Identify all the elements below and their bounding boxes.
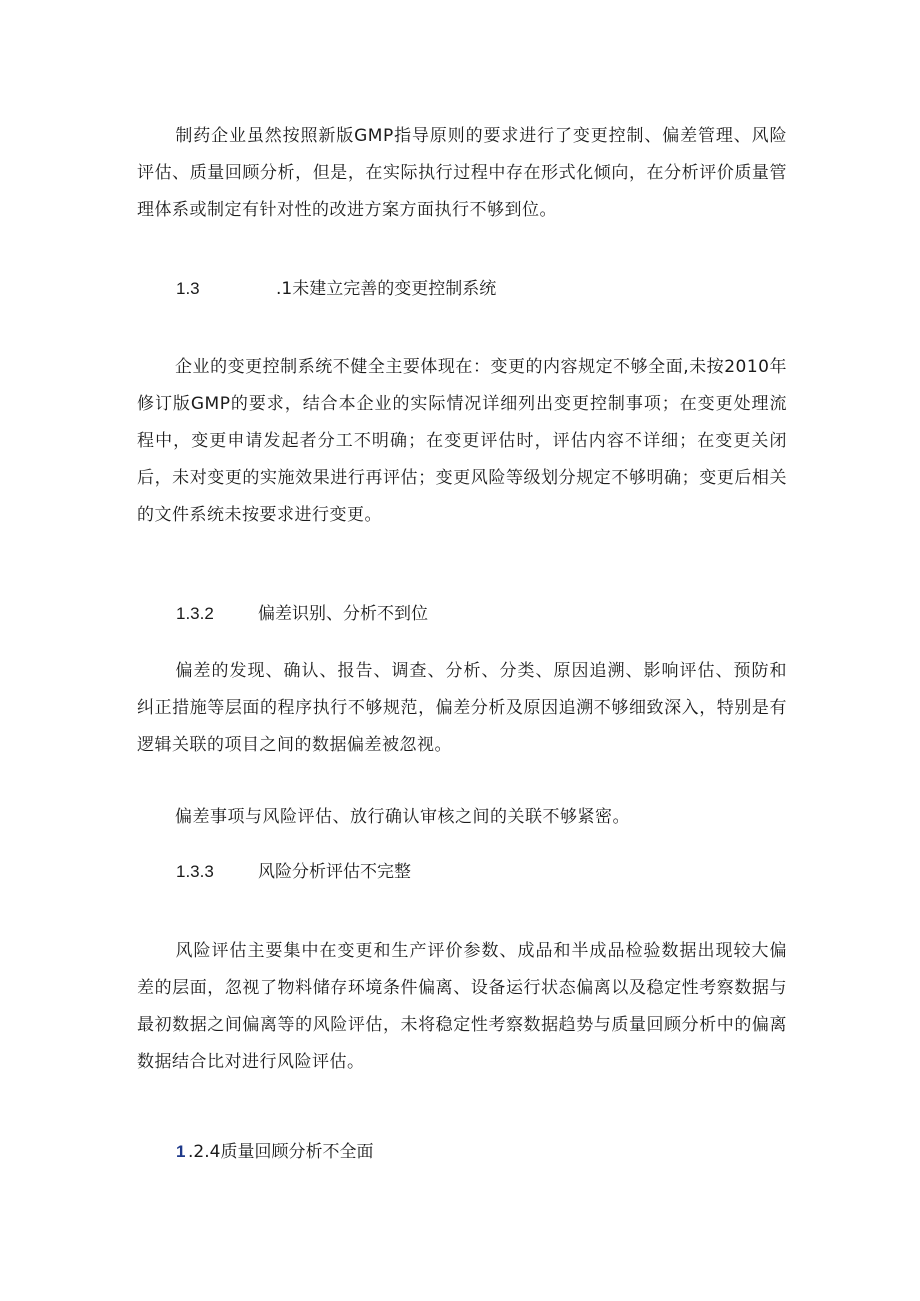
heading-number: 1.3 <box>176 279 200 298</box>
paragraph-risk-assessment: 风险评估主要集中在变更和生产评价参数、成品和半成品检验数据出现较大偏差的层面，忽视了物料储存环境条件偏离、设备运行状态偏离以及稳定性考察数据与最初数据之间偏离等的风险评估，未将稳定性考察数据趋势与质量回顾分析中的偏离数据结合比对进行风险评估。 <box>137 941 787 1072</box>
heading-title: .2.4质量回顾分析不全面 <box>188 1142 374 1162</box>
paragraph-deviation: 偏差的发现、确认、报告、调查、分析、分类、原因追溯、影响评估、预防和纠正措施等层面的程序执行不够规范，偏差分析及原因追溯不够细致深入，特别是有逻辑关联的项目之间的数据偏差被忽视。 <box>137 661 787 755</box>
heading-number: 1.3.3 <box>176 862 214 881</box>
heading-title: 风险分析评估不完整 <box>258 862 411 882</box>
section-heading-1-2-4 <box>176 1140 373 1164</box>
paragraph-deviation-link: 偏差事项与风险评估、放行确认审核之间的关联不够紧密。 <box>175 807 630 827</box>
paragraph-change-control: 企业的变更控制系统不健全主要体现在：变更的内容规定不够全面,未按2010年修订版GMP的要求，结合本企业的实际情况详细列出变更控制事项；在变更处理流程中，变更申请发起者分工不明确；在变更评估时，评估内容不详细；在变更关闭后，未对变更的实施效果进行再评估；变更风险等级划分规定不够明确；变更后相关的文件系统未按要求进行变更。 <box>137 357 787 525</box>
heading-number: 1.3.2 <box>176 604 214 623</box>
paragraph-intro: 制药企业虽然按照新版GMP指导原则的要求进行了变更控制、偏差管理、风险评估、质量回顾分析，但是，在实际执行过程中存在形式化倾向，在分析评价质量管理体系或制定有针对性的改进方案方面执行不够到位。 <box>137 126 787 220</box>
heading-number: 1 <box>176 1142 186 1161</box>
section-heading-1-3-2 <box>176 602 428 626</box>
section-heading-1-3-1 <box>176 277 496 301</box>
section-heading-1-3-3 <box>176 860 411 884</box>
heading-title: 偏差识别、分析不到位 <box>258 604 428 624</box>
heading-title: .1未建立完善的变更控制系统 <box>276 279 497 299</box>
